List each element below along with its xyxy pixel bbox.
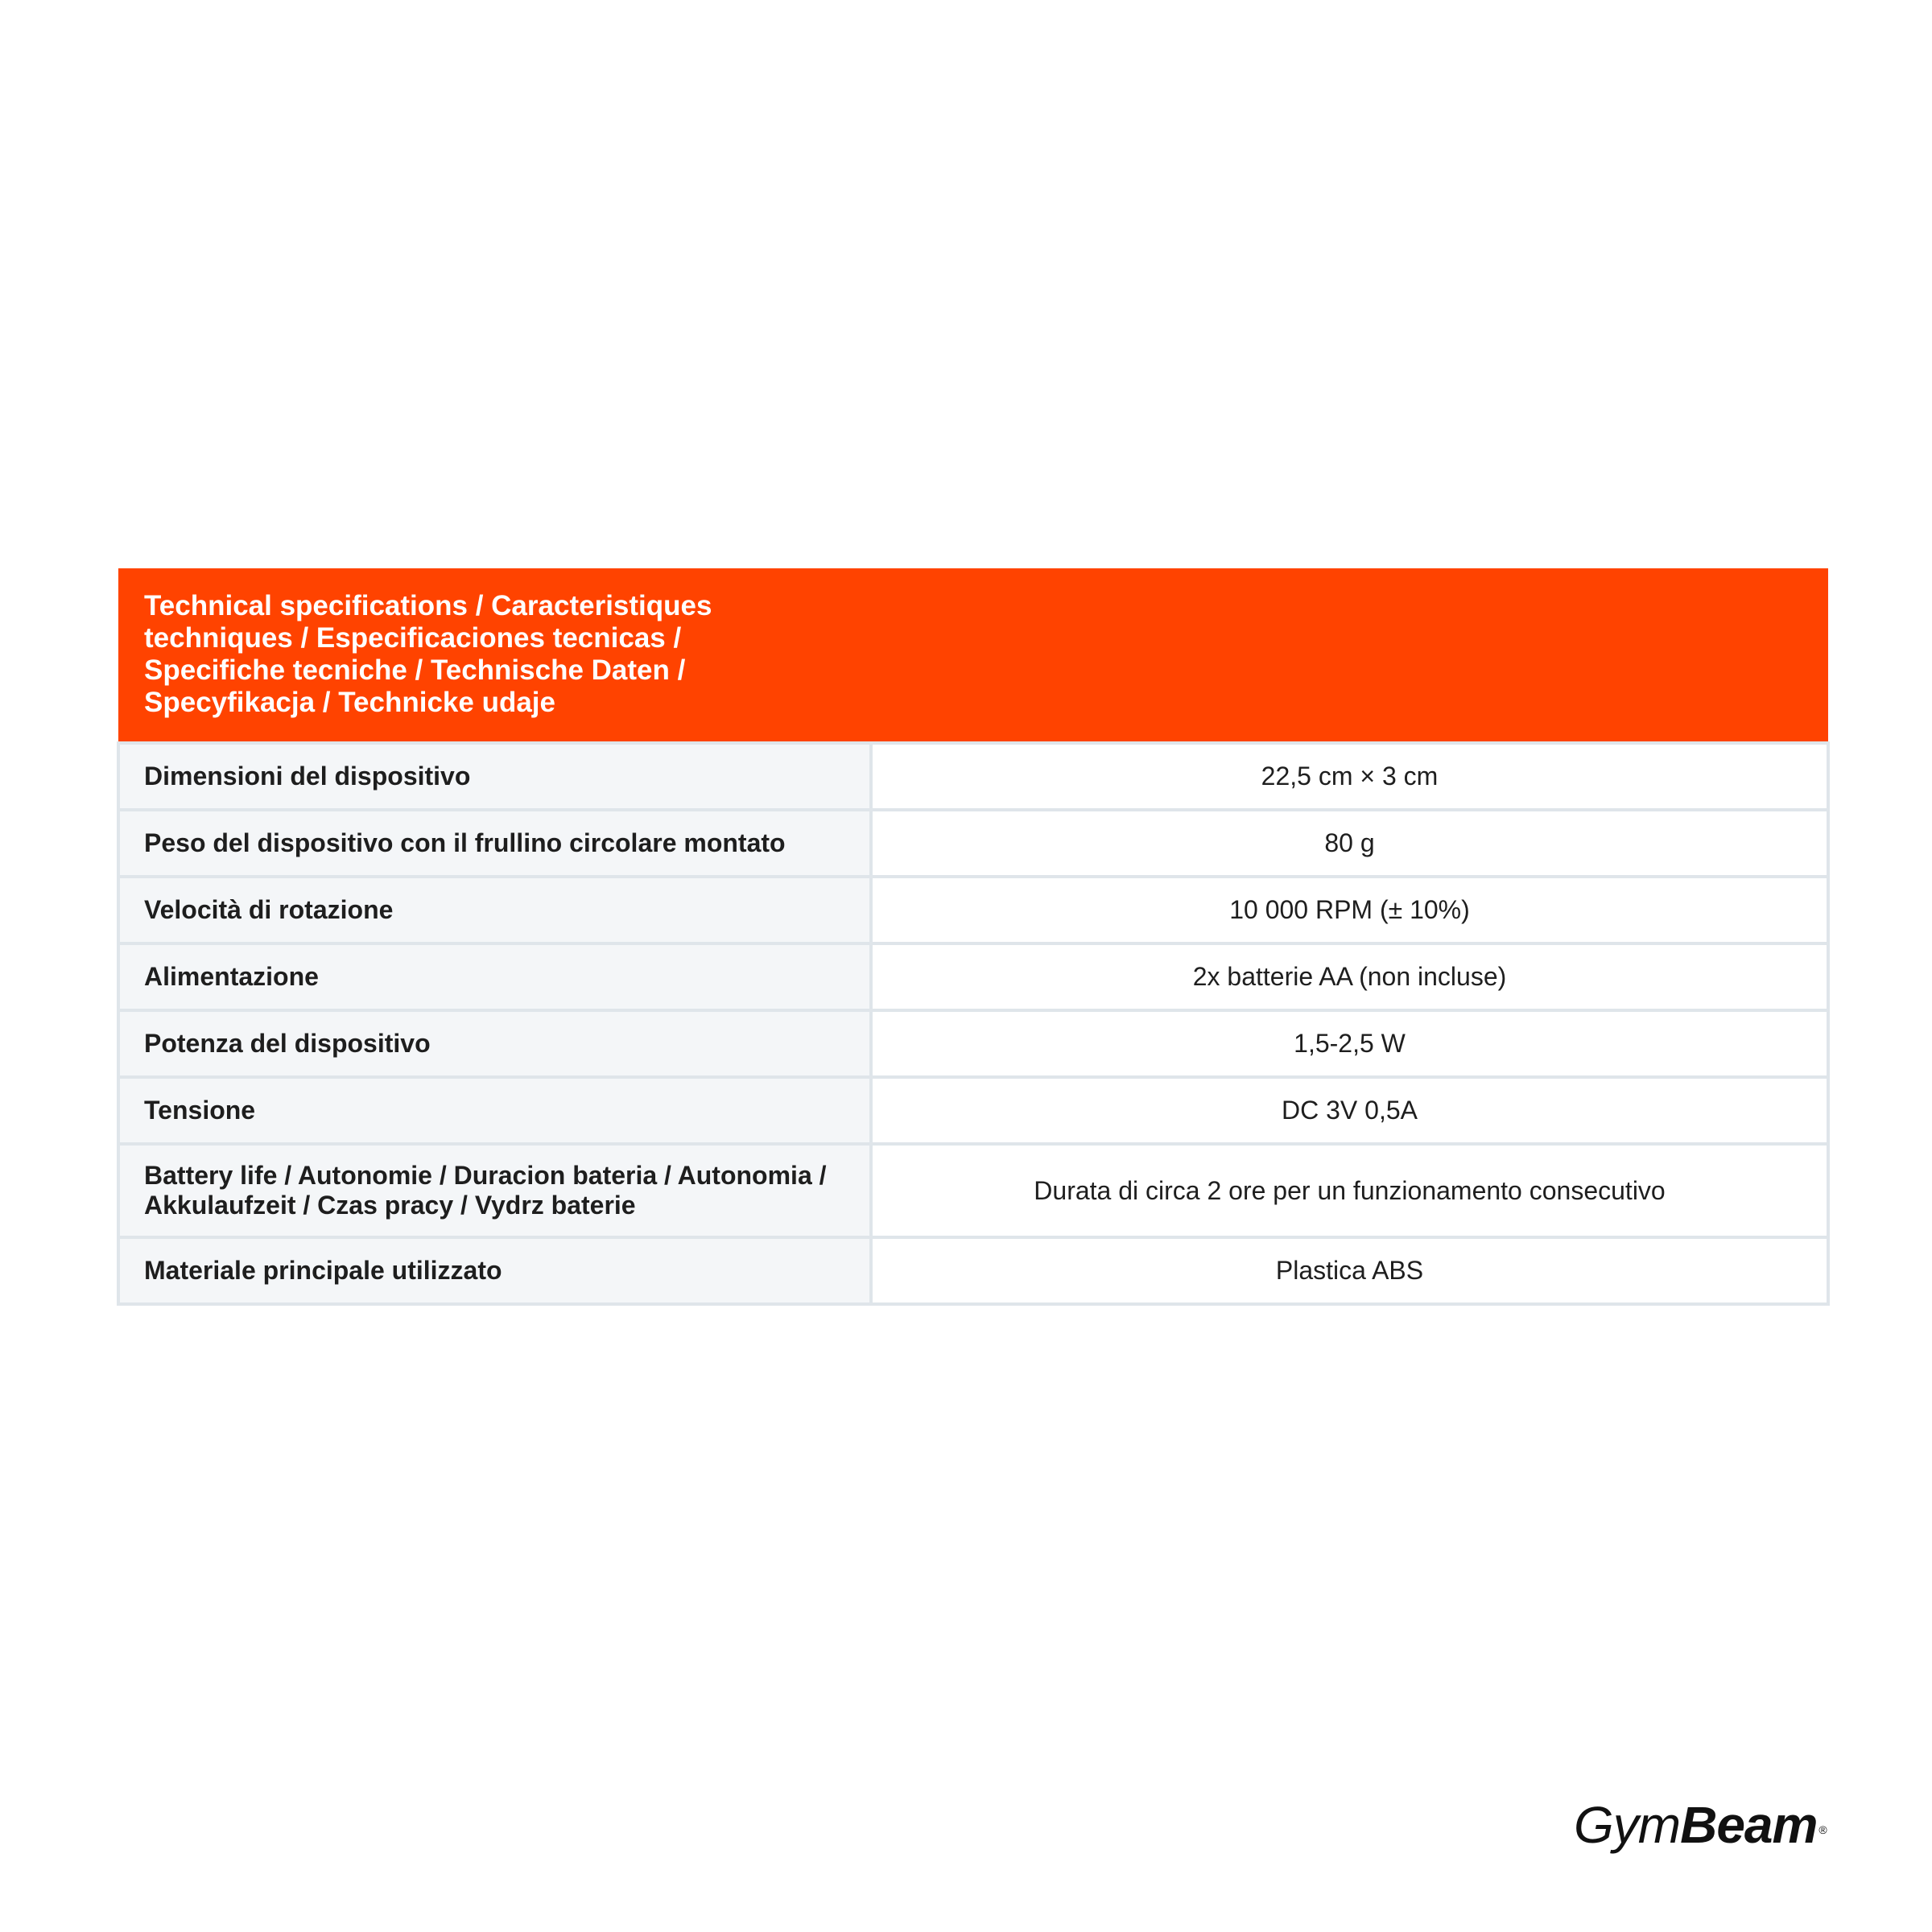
spec-value: 1,5-2,5 W [871, 1010, 1828, 1077]
spec-value: Plastica ABS [871, 1237, 1828, 1304]
spec-label: Alimentazione [118, 943, 871, 1010]
spec-value: Durata di circa 2 ore per un funzionamento consecutivo [871, 1144, 1828, 1237]
spec-label: Potenza del dispositivo [118, 1010, 871, 1077]
spec-label: Battery life / Autonomie / Duracion bateria / Autonomia / Akkulaufzeit / Czas pracy / Vydrz baterie [118, 1144, 871, 1237]
spec-value: DC 3V 0,5A [871, 1077, 1828, 1144]
spec-label: Materiale principale utilizzato [118, 1237, 871, 1304]
logo-text-light: Gym [1574, 1796, 1681, 1854]
table-row [118, 943, 1828, 1010]
registered-mark: ® [1818, 1823, 1827, 1836]
table-row [118, 1077, 1828, 1144]
table-row [118, 810, 1828, 877]
table-row [118, 1010, 1828, 1077]
logo-text-bold: Beam [1680, 1796, 1818, 1854]
spec-value: 80 g [871, 810, 1828, 877]
spec-label: Dimensioni del dispositivo [118, 743, 871, 810]
spec-value: 2x batterie AA (non incluse) [871, 943, 1828, 1010]
table-row [118, 1237, 1828, 1304]
spec-value: 22,5 cm × 3 cm [871, 743, 1828, 810]
table-row [118, 877, 1828, 943]
spec-value: 10 000 RPM (± 10%) [871, 877, 1828, 943]
spec-label: Tensione [118, 1077, 871, 1144]
spec-table [117, 568, 1830, 1306]
spec-label: Peso del dispositivo con il frullino circolare montato [118, 810, 871, 877]
table-header-row [118, 568, 1828, 743]
table-row [118, 743, 1828, 810]
table-row [118, 1144, 1828, 1237]
gymbeam-logo [1574, 1797, 1827, 1853]
spec-label: Velocità di rotazione [118, 877, 871, 943]
table-header-title: Technical specifications / Caracteristiques techniques / Especificaciones tecnicas / Specifiche tecniche / Technische Daten / Specyfikacja / Technicke udaje [144, 590, 712, 718]
table-header [118, 568, 1828, 743]
